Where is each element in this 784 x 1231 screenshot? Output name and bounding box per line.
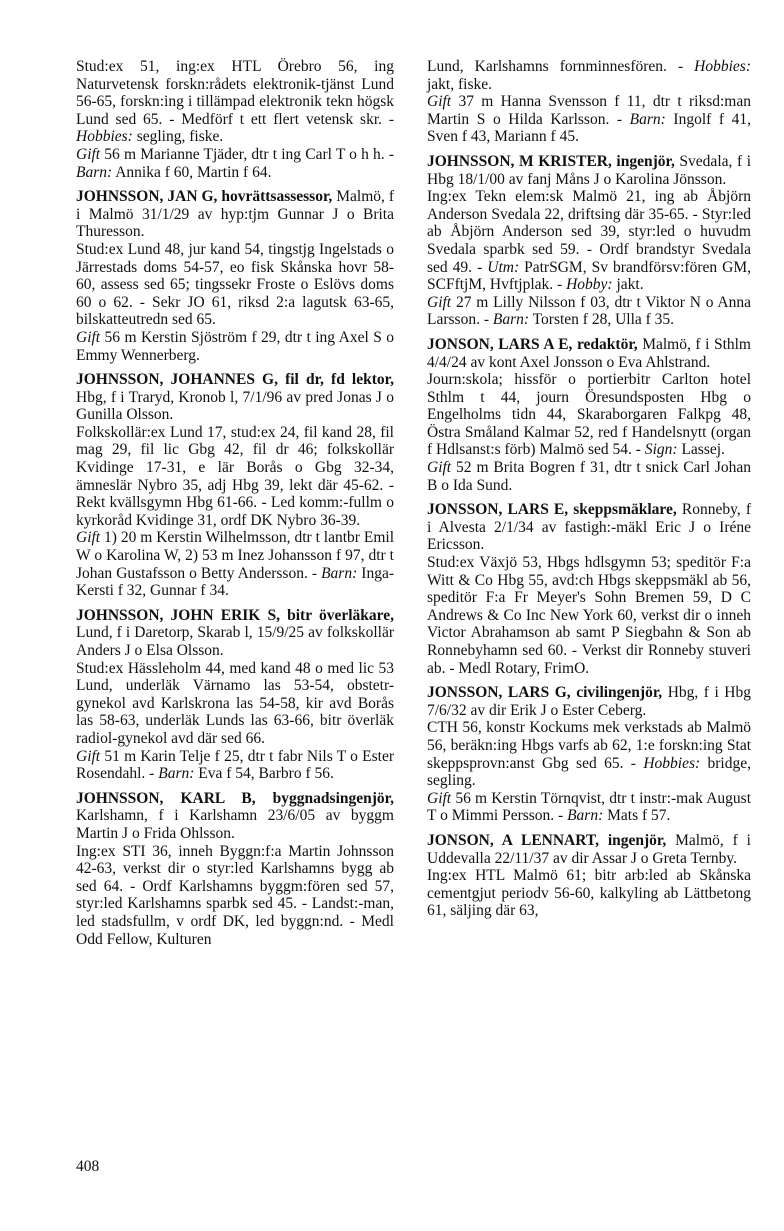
- entry-heading: JONSSON, LARS E, skeppsmäklare,: [427, 501, 677, 519]
- gift-label: Gift: [76, 529, 101, 547]
- career-text: Journ:skola; hissför o portierbitr Carlton hotel Sthlm t 44, journ Öresundsposten Hbg o Engelholms tidn 44, Skaraborgaren Falkpg 48, Östra Småland Kalmar 52, red f Handelsnytt (organ f Hdlsanst:s förb) Malmö sed 54. -: [427, 371, 751, 459]
- entry-heading: JOHNSSON, JOHANNES G, fil dr, fd lektor,: [76, 371, 394, 389]
- entry-intro: [76, 188, 394, 241]
- entry-intro: [76, 790, 394, 843]
- entry-intro-text: Karlshamn, f i Karlshamn 23/6/05 av byggm Martin J o Frida Ohlsson.: [76, 807, 394, 842]
- entry-career: Stud:ex Växjö 53, Hbgs hdlsgymn 53; speditör F:a Witt & Co Hbg 55, avd:ch Hbgs skeppsmäkl ab 56, speditör F:a Fr Meyer's Sohn Bremen 59, D C Andrews & Co Inc New York 60, verkst dir o inneh Victor Abrahamson ab samt P Siegbahn & Son ab Ronnebyhamn sed 60. - Verkst dir Ronneby stuveri ab. - Medl Rotary, FrimO.: [427, 554, 751, 677]
- entry-johnsson-m-krister: [427, 153, 751, 329]
- gift-paragraph: [76, 329, 394, 364]
- gift-label: Gift: [76, 145, 101, 163]
- hobbies-label: Hobbies:: [643, 754, 701, 772]
- entry-intro: [427, 501, 751, 554]
- barn-label: Barn:: [76, 163, 113, 181]
- entry-career: Folkskollär:ex Lund 17, stud:ex 24, fil kand 28, fil mag 29, fil lic Gbg 42, fil dr 46; folkskollär Kvidinge 17-31, e lär Borås o Gbg 32-34, ämneslär Nybro 35, adj Hbg 39, lekt där 45-62. - Rekt kvällsgymn Hbg 61-66. - Led komm:-fullm o kyrkoråd Kvidinge 31, ordf DK Nybro 36-39.: [76, 423, 394, 529]
- left-column: [76, 58, 394, 948]
- entry-heading: JONSSON, LARS G, civilingenjör,: [427, 684, 663, 702]
- gift-text: 56 m Kerstin Sjöström f 29, dtr t ing Axel S o Emmy Wennerberg.: [76, 328, 394, 364]
- gift-label: Gift: [427, 789, 452, 807]
- entry-intro: [427, 832, 751, 867]
- entry-jonson-a-lennart: [427, 832, 751, 920]
- entry-intro-text: Hbg, f i Hbg 7/6/32 av dir Erik J o Ester Ceberg.: [427, 684, 751, 719]
- entry-continuation-right: [427, 58, 751, 146]
- barn-label: Barn:: [567, 807, 604, 825]
- hobbies-text: jakt, fiske.: [427, 75, 492, 93]
- entry-heading: JOHNSSON, JAN G, hovrättsassessor,: [76, 188, 333, 206]
- entry-jonsson-lars-g: [427, 684, 751, 825]
- gift-paragraph: [427, 294, 751, 329]
- barn-label: Barn:: [492, 311, 530, 329]
- entry-heading: JOHNSSON, M KRISTER, ingenjör,: [427, 152, 675, 170]
- entry-career: [427, 371, 751, 459]
- gift-paragraph: [76, 529, 394, 599]
- barn-label: Barn:: [321, 564, 358, 582]
- entry-career: [427, 188, 751, 294]
- barn-text: Eva f 54, Barbro f 56.: [194, 765, 334, 783]
- gift-text: 27 m Lilly Nilsson f 03, dtr t Viktor N o Anna Larsson. -: [427, 293, 751, 329]
- hobbies-text: bridge, segling.: [427, 754, 751, 790]
- entry-career: Stud:ex Hässleholm 44, med kand 48 o med lic 53 Lund, underläk Värnamo las 53-54, obstetr-gynekol avd Karlskrona las 54-58, kir avd Borås las 58-63, underläk Lunds las 63-66, bitr överläk radiol-gynekol avd där sed 66.: [76, 659, 394, 747]
- gift-paragraph: [427, 459, 751, 494]
- gift-paragraph: [427, 93, 751, 146]
- entry-career: Stud:ex Lund 48, jur kand 54, tingstjg Ingelstads o Järrestads doms 54-57, eo fisk Skånska hovr 58-60, assess sed 65; tingssekr Froste o Eslövs doms 60 o 62. - Sekr JO 61, riksd 2:a lagutsk 63-65, bilskatteutredn sed 65.: [76, 240, 394, 329]
- entry-heading: JONSON, LARS A E, redaktör,: [427, 335, 638, 353]
- barn-text: Annika f 60, Martin f 64.: [112, 163, 272, 181]
- hobbies-label: Hobbies:: [694, 58, 751, 75]
- entry-intro-text: Malmö, f i Malmö 31/1/29 av hyp:tjm Gunnar J o Brita Thuresson.: [76, 188, 395, 241]
- entry-career: [427, 719, 751, 789]
- entry-continuation-left: [76, 58, 394, 181]
- barn-text: Inga-Kersti f 32, Gunnar f 34.: [76, 564, 394, 600]
- entry-heading: JOHNSSON, KARL B, byggnadsingenjör,: [76, 789, 394, 807]
- entry-career: Ing:ex STI 36, inneh Byggn:f:a Martin Johnsson 42-63, verkst dir o styr:led Karlshamns bygg ab sed 64. - Ordf Karlshamns byggm:fören sed 57, styr:led Karlshamns sparbk sed 45. - Landst:-man, led stadsfullm, v ordf DK, led byggn:nd. - Medl Odd Fellow, Kulturen: [76, 842, 394, 948]
- gift-text: 37 m Hanna Svensson f 11, dtr t riksd:man Martin S o Hilda Karlsson. -: [427, 93, 751, 128]
- gift-label: Gift: [76, 747, 101, 765]
- gift-text: 56 m Marianne Tjäder, dtr t ing Carl T o h h. -: [100, 145, 394, 163]
- hobbies-label: Hobbies:: [76, 128, 133, 146]
- utm-text: PatrSGM, Sv brandförsv:fören GM, SCFftjM, Hvftjplak. -: [427, 258, 751, 294]
- barn-text: Mats f 57.: [603, 807, 671, 825]
- barn-text: Torsten f 28, Ulla f 35.: [529, 311, 675, 329]
- hobby-text: jakt.: [612, 276, 644, 294]
- sign-label: Sign:: [644, 441, 678, 459]
- gift-text: 51 m Karin Telje f 25, dtr t fabr Nils T o Ester Rosendahl. -: [76, 747, 394, 783]
- hobby-label: Hobby:: [566, 276, 613, 294]
- entry-johnsson-karl-b: [76, 790, 394, 948]
- entry-paragraph: [76, 58, 394, 146]
- entry-heading: JOHNSSON, JOHN ERIK S, bitr överläkare,: [76, 606, 394, 624]
- entry-paragraph: [427, 58, 751, 93]
- utm-label: Utm:: [487, 258, 520, 276]
- entry-intro: [76, 371, 394, 424]
- gift-label: Gift: [76, 328, 101, 346]
- career-text: CTH 56, konstr Kockums mek verkstads ab Malmö 56, beräkn:ing Hbgs varfs ab 62, 1:e forskn:ing Stat skeppsprovn:anst Gbg sed 65. -: [427, 719, 751, 772]
- barn-label: Barn:: [629, 110, 666, 128]
- sign-text: Lassej.: [677, 441, 725, 459]
- entry-johnsson-jan-g: [76, 188, 394, 364]
- entry-intro-text: Malmö, f i Sthlm 4/4/24 av kont Axel Jonsson o Eva Ahlstrand.: [427, 335, 751, 371]
- entry-intro: [76, 607, 394, 660]
- entry-intro-text: Ronneby, f i Alvesta 2/1/34 av fastigh:-mäkl Eric J o Iréne Ericsson.: [427, 501, 751, 554]
- entry-intro-text: Lund, f i Daretorp, Skarab l, 15/9/25 av folkskollär Anders J o Elsa Olsson.: [76, 624, 394, 659]
- gift-label: Gift: [427, 459, 452, 477]
- gift-text: 52 m Brita Bogren f 31, dtr t snick Carl Johan B o Ida Sund.: [427, 459, 751, 494]
- gift-text: 1) 20 m Kerstin Wilhelmsson, dtr t lantbr Emil W o Karolina W, 2) 53 m Inez Johansson f 97, dtr t Johan Gustafsson o Betty Andersson. -: [76, 529, 394, 582]
- barn-label: Barn:: [158, 765, 195, 783]
- entry-jonsson-lars-e: [427, 501, 751, 677]
- gift-paragraph: [76, 748, 394, 783]
- gift-label: Gift: [427, 93, 452, 111]
- gift-paragraph: [76, 146, 394, 181]
- barn-text: Ingolf f 41, Sven f 43, Mariann f 45.: [427, 110, 751, 146]
- entry-jonson-lars-a-e: [427, 336, 751, 494]
- hobbies-text: segling, fiske.: [132, 128, 224, 146]
- entry-intro-text: Hbg, f i Traryd, Kronob l, 7/1/96 av pred Jonas J o Gunilla Olsson.: [76, 388, 394, 424]
- entry-johnsson-john-erik-s: [76, 607, 394, 783]
- entry-text: Stud:ex 51, ing:ex HTL Örebro 56, ing Naturvetensk forskn:rådets elektronik-tjänst Lund 56-65, forskn:ing i tillämpad elektronik tekn högsk Lund sed 65. - Medförf t ett flert vetensk skr. -: [76, 58, 394, 128]
- career-text: Ing:ex Tekn elem:sk Malmö 21, ing ab Åbjörn Anderson Svedala 22, driftsing där 35-65. - Styr:led ab Åbjörn Anderson sed 39, styr:led o huvudm Svedala sparbk sed 59. - Ordf brandstyr Svedala sed 49. -: [427, 188, 751, 276]
- entry-intro: [427, 684, 751, 719]
- entry-intro-text: Svedala, f i Hbg 18/1/00 av fanj Måns J o Karolina Jönsson.: [427, 152, 751, 188]
- entry-johnsson-johannes-g: [76, 371, 394, 600]
- entry-intro: [427, 153, 751, 188]
- entry-heading: JONSON, A LENNART, ingenjör,: [427, 831, 667, 849]
- entry-intro: [427, 336, 751, 371]
- right-column: [427, 58, 751, 920]
- gift-paragraph: [427, 790, 751, 825]
- gift-text: 56 m Kerstin Törnqvist, dtr t instr:-mak August T o Mimmi Persson. -: [427, 789, 751, 825]
- gift-label: Gift: [427, 293, 452, 311]
- entry-text: Lund, Karlshamns fornminnesfören. -: [427, 58, 695, 75]
- entry-career: Ing:ex HTL Malmö 61; bitr arb:led ab Skånska cementgjut periodv 56-60, kalkyling ab Lättbetong 61, säljing där 63,: [427, 867, 751, 920]
- entry-intro-text: Malmö, f i Uddevalla 22/11/37 av dir Assar J o Greta Ternby.: [427, 831, 751, 867]
- page-number: 408: [76, 1158, 100, 1175]
